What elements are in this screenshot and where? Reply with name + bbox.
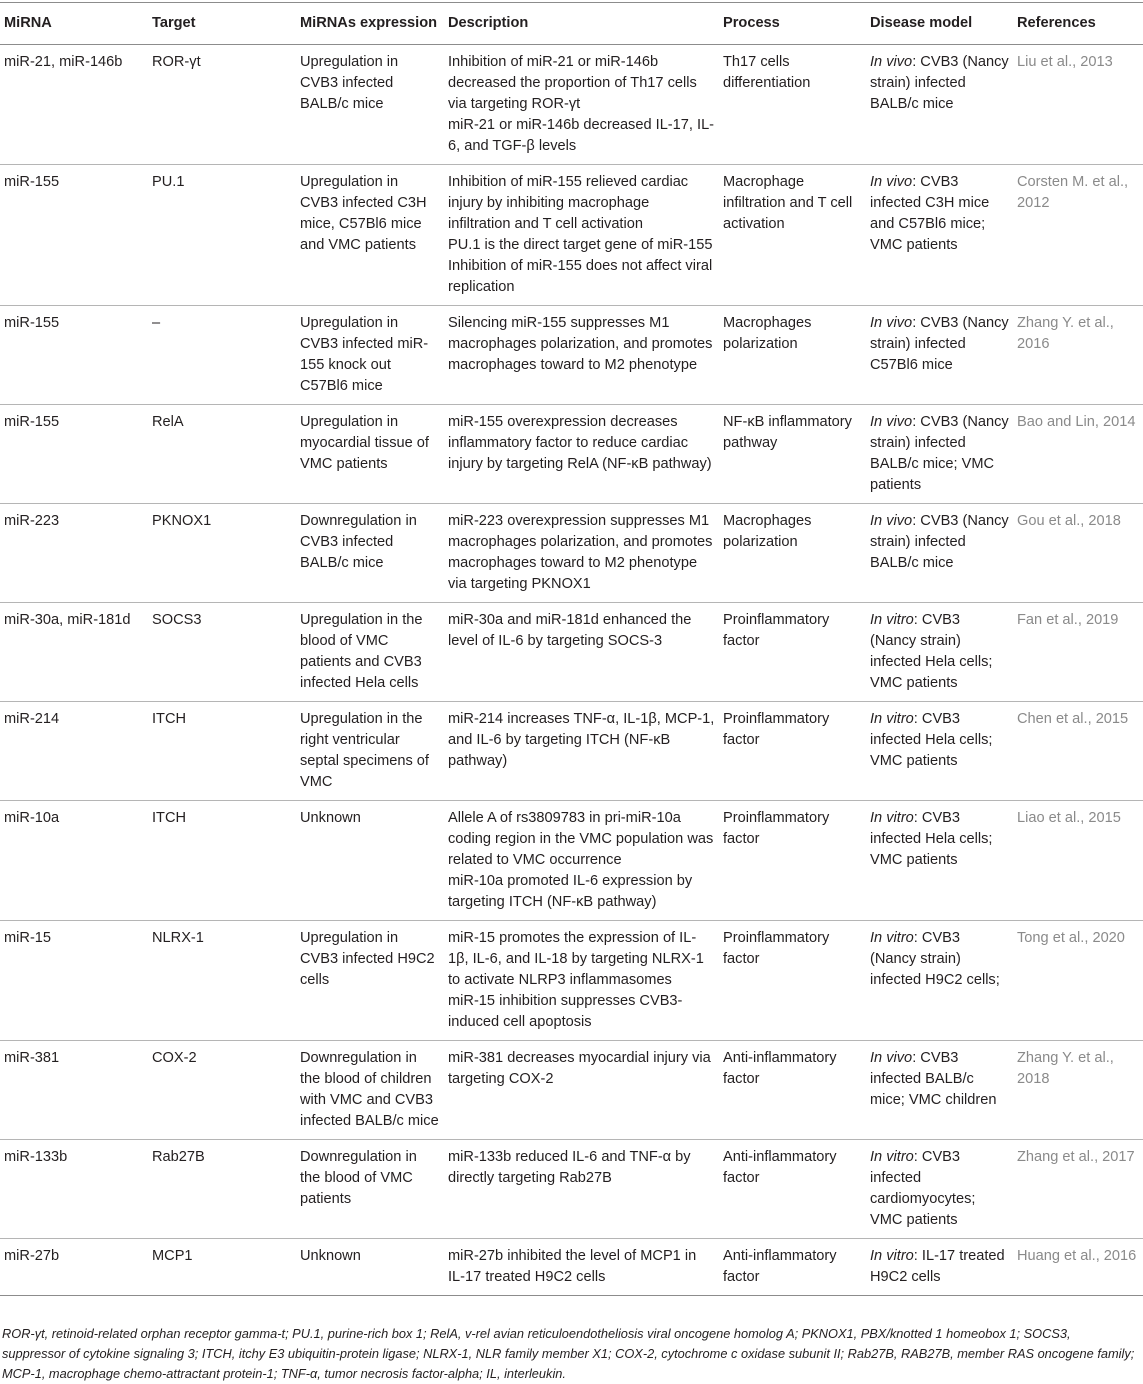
- table-row: [0, 1140, 1143, 1239]
- cell-mirna: miR-155: [4, 174, 60, 190]
- cell-mirna: miR-223: [4, 513, 60, 529]
- cell-expression: Unknown: [300, 1248, 361, 1264]
- cell-target: MCP1: [152, 1248, 193, 1264]
- cell-description: [444, 405, 719, 504]
- cell-mirna: miR-381: [4, 1050, 60, 1066]
- cell-disease-model: [866, 405, 1013, 504]
- model-description: : CVB3 (Nancy strain) infected C57Bl6 mice: [870, 315, 1009, 373]
- cell-process: Anti-inflammatory factor: [723, 1149, 837, 1186]
- table-row: [0, 504, 1143, 603]
- model-type: In vivo: [870, 1050, 913, 1066]
- model-type: In vivo: [870, 513, 913, 529]
- model-description: : CVB3 (Nancy strain) infected BALB/c mice; VMC patients: [870, 414, 1009, 493]
- cell-mirna: miR-10a: [4, 810, 60, 826]
- cell-reference: Chen et al., 2015: [1017, 711, 1129, 727]
- cell-reference: Zhang Y. et al., 2018: [1017, 1050, 1114, 1087]
- description-line: Inhibition of miR-155 relieved cardiac injury by inhibiting macrophage infiltration and T cell activation: [448, 174, 689, 232]
- cell-process: Anti-inflammatory factor: [723, 1050, 837, 1087]
- table-row: [0, 45, 1143, 165]
- cell-disease-model: [866, 1239, 1013, 1296]
- header-description: Description: [448, 15, 529, 31]
- table-row: [0, 165, 1143, 306]
- table-row: [0, 921, 1143, 1041]
- table-body: [0, 45, 1143, 1296]
- cell-description: [444, 1140, 719, 1239]
- cell-mirna: miR-155: [4, 315, 60, 331]
- description-line: miR-27b inhibited the level of MCP1 in IL-17 treated H9C2 cells: [448, 1248, 697, 1285]
- cell-mirna: miR-214: [4, 711, 60, 727]
- cell-disease-model: [866, 1140, 1013, 1239]
- header-mirna: MiRNA: [4, 15, 52, 31]
- cell-target: –: [152, 315, 161, 331]
- cell-disease-model: [866, 306, 1013, 405]
- model-type: In vitro: [870, 1149, 914, 1165]
- cell-expression: Upregulation in the blood of VMC patients and CVB3 infected Hela cells: [300, 612, 423, 691]
- cell-target: ITCH: [152, 711, 187, 727]
- table-row: [0, 1239, 1143, 1296]
- cell-expression: Unknown: [300, 810, 361, 826]
- table-row: [0, 702, 1143, 801]
- cell-expression: Upregulation in CVB3 infected C3H mice, C57Bl6 mice and VMC patients: [300, 174, 427, 253]
- cell-description: [444, 504, 719, 603]
- header-target: Target: [152, 15, 196, 31]
- description-line: miR-133b reduced IL-6 and TNF-α by directly targeting Rab27B: [448, 1149, 691, 1186]
- model-type: In vivo: [870, 54, 913, 70]
- model-description: : CVB3 (Nancy strain) infected H9C2 cells;: [870, 930, 1000, 988]
- cell-description: [444, 603, 719, 702]
- model-description: : CVB3 (Nancy strain) infected Hela cells; VMC patients: [870, 612, 993, 691]
- table-row: [0, 801, 1143, 921]
- mirna-table: [0, 2, 1143, 1296]
- cell-target: SOCS3: [152, 612, 202, 628]
- description-line: Silencing miR-155 suppresses M1 macrophages polarization, and promotes macrophages toward to M2 phenotype: [448, 315, 713, 373]
- cell-description: [444, 1041, 719, 1140]
- model-type: In vitro: [870, 810, 914, 826]
- cell-expression: Upregulation in myocardial tissue of VMC patients: [300, 414, 429, 472]
- cell-reference: Tong et al., 2020: [1017, 930, 1125, 946]
- cell-expression: Upregulation in CVB3 infected miR-155 knock out C57Bl6 mice: [300, 315, 429, 394]
- cell-target: COX-2: [152, 1050, 197, 1066]
- table-header: [0, 3, 1143, 45]
- cell-expression: Downregulation in the blood of children with VMC and CVB3 infected BALB/c mice: [300, 1050, 439, 1129]
- model-description: : CVB3 infected BALB/c mice; VMC children: [870, 1050, 997, 1108]
- model-description: : CVB3 infected C3H mice and C57Bl6 mice; VMC patients: [870, 174, 990, 253]
- description-line: miR-155 overexpression decreases inflammatory factor to reduce cardiac injury by targeting RelA (NF-κB pathway): [448, 414, 712, 472]
- cell-mirna: miR-133b: [4, 1149, 68, 1165]
- cell-target: NLRX-1: [152, 930, 204, 946]
- cell-process: Proinflammatory factor: [723, 711, 830, 748]
- cell-reference: Gou et al., 2018: [1017, 513, 1121, 529]
- header-disease-model: Disease model: [870, 15, 973, 31]
- model-type: In vitro: [870, 711, 914, 727]
- cell-process: Proinflammatory factor: [723, 612, 830, 649]
- model-description: : CVB3 infected cardiomyocytes; VMC patients: [870, 1149, 976, 1228]
- description-line: miR-15 inhibition suppresses CVB3-induced cell apoptosis: [448, 993, 683, 1030]
- cell-mirna: miR-21, miR-146b: [4, 54, 123, 70]
- cell-description: [444, 702, 719, 801]
- cell-target: PKNOX1: [152, 513, 212, 529]
- cell-disease-model: [866, 801, 1013, 921]
- header-expression: MiRNAs expression: [300, 15, 438, 31]
- header-row: [0, 3, 1143, 45]
- table-row: [0, 306, 1143, 405]
- model-type: In vitro: [870, 612, 914, 628]
- cell-reference: Zhang Y. et al., 2016: [1017, 315, 1114, 352]
- model-type: In vitro: [870, 930, 914, 946]
- model-description: : CVB3 infected Hela cells; VMC patients: [870, 810, 993, 868]
- cell-reference: Liu et al., 2013: [1017, 54, 1113, 70]
- cell-reference: Bao and Lin, 2014: [1017, 414, 1136, 430]
- cell-expression: Upregulation in the right ventricular septal specimens of VMC: [300, 711, 429, 790]
- model-description: : IL-17 treated H9C2 cells: [870, 1248, 1005, 1285]
- model-description: : CVB3 (Nancy strain) infected BALB/c mice: [870, 513, 1009, 571]
- cell-disease-model: [866, 702, 1013, 801]
- description-line: miR-21 or miR-146b decreased IL-17, IL-6, and TGF-β levels: [448, 117, 715, 154]
- description-line: PU.1 is the direct target gene of miR-155: [448, 237, 713, 253]
- cell-description: [444, 45, 719, 165]
- cell-process: Proinflammatory factor: [723, 930, 830, 967]
- cell-mirna: miR-30a, miR-181d: [4, 612, 131, 628]
- cell-reference: Huang et al., 2016: [1017, 1248, 1137, 1264]
- description-line: miR-30a and miR-181d enhanced the level of IL-6 by targeting SOCS-3: [448, 612, 692, 649]
- cell-disease-model: [866, 921, 1013, 1041]
- cell-disease-model: [866, 45, 1013, 165]
- cell-description: [444, 801, 719, 921]
- header-references: References: [1017, 15, 1096, 31]
- cell-reference: Liao et al., 2015: [1017, 810, 1121, 826]
- cell-disease-model: [866, 165, 1013, 306]
- table-row: [0, 1041, 1143, 1140]
- cell-process: Anti-inflammatory factor: [723, 1248, 837, 1285]
- cell-target: Rab27B: [152, 1149, 205, 1165]
- cell-description: [444, 1239, 719, 1296]
- model-description: : CVB3 infected Hela cells; VMC patients: [870, 711, 993, 769]
- cell-target: ITCH: [152, 810, 187, 826]
- cell-process: Proinflammatory factor: [723, 810, 830, 847]
- description-line: miR-381 decreases myocardial injury via targeting COX-2: [448, 1050, 711, 1087]
- cell-reference: Zhang et al., 2017: [1017, 1149, 1135, 1165]
- model-type: In vitro: [870, 1248, 914, 1264]
- model-type: In vivo: [870, 414, 913, 430]
- cell-reference: Corsten M. et al., 2012: [1017, 174, 1129, 211]
- description-line: miR-214 increases TNF-α, IL-1β, MCP-1, and IL-6 by targeting ITCH (NF-κB pathway): [448, 711, 715, 769]
- header-process: Process: [723, 15, 780, 31]
- cell-mirna: miR-15: [4, 930, 52, 946]
- description-line: Inhibition of miR-21 or miR-146b decreased the proportion of Th17 cells via targeting ROR-γt: [448, 54, 697, 112]
- cell-disease-model: [866, 603, 1013, 702]
- cell-reference: Fan et al., 2019: [1017, 612, 1119, 628]
- description-line: Allele A of rs3809783 in pri-miR-10a coding region in the VMC population was related to VMC occurrence: [448, 810, 714, 868]
- cell-description: [444, 306, 719, 405]
- cell-mirna: miR-27b: [4, 1248, 60, 1264]
- description-line: miR-223 overexpression suppresses M1 macrophages polarization, and promotes macrophages toward to M2 phenotype via targeting PKNOX1: [448, 513, 713, 592]
- cell-mirna: miR-155: [4, 414, 60, 430]
- description-line: miR-10a promoted IL-6 expression by targeting ITCH (NF-κB pathway): [448, 873, 693, 910]
- cell-process: Macrophages polarization: [723, 513, 812, 550]
- cell-target: PU.1: [152, 174, 185, 190]
- cell-expression: Upregulation in CVB3 infected BALB/c mice: [300, 54, 399, 112]
- cell-process: Macrophage infiltration and T cell activation: [723, 174, 853, 232]
- cell-target: RelA: [152, 414, 184, 430]
- model-type: In vivo: [870, 315, 913, 331]
- model-type: In vivo: [870, 174, 913, 190]
- cell-disease-model: [866, 504, 1013, 603]
- cell-expression: Downregulation in the blood of VMC patients: [300, 1149, 417, 1207]
- table-footnote: ROR-γt, retinoid-related orphan receptor gamma-t; PU.1, purine-rich box 1; RelA, v-rel avian reticuloendotheliosis viral oncogene homolog A; PKNOX1, PBX/knotted 1 homeobox 1; SOCS3, suppressor of cytokine signaling 3; ITCH, itchy E3 ubiquitin-protein ligase; NLRX-1, NLR family member X1; COX-2, cytochrome c oxidase subunit II; Rab27B, RAB27B, member RAS oncogene family; MCP-1, macrophage chemo-attractant protein-1; TNF-α, tumor necrosis factor-alpha; IL, interleukin.: [2, 1326, 1135, 1381]
- cell-process: Th17 cells differentiation: [723, 54, 811, 91]
- table-row: [0, 603, 1143, 702]
- table-row: [0, 405, 1143, 504]
- cell-process: NF-κB inflammatory pathway: [723, 414, 852, 451]
- description-line: Inhibition of miR-155 does not affect viral replication: [448, 258, 713, 295]
- cell-disease-model: [866, 1041, 1013, 1140]
- cell-description: [444, 165, 719, 306]
- description-line: miR-15 promotes the expression of IL-1β, IL-6, and IL-18 by targeting NLRX-1 to activate NLRP3 inflammasomes: [448, 930, 704, 988]
- cell-expression: Upregulation in CVB3 infected H9C2 cells: [300, 930, 435, 988]
- cell-expression: Downregulation in CVB3 infected BALB/c mice: [300, 513, 417, 571]
- model-description: : CVB3 (Nancy strain) infected BALB/c mice: [870, 54, 1009, 112]
- cell-process: Macrophages polarization: [723, 315, 812, 352]
- cell-target: ROR-γt: [152, 54, 201, 70]
- cell-description: [444, 921, 719, 1041]
